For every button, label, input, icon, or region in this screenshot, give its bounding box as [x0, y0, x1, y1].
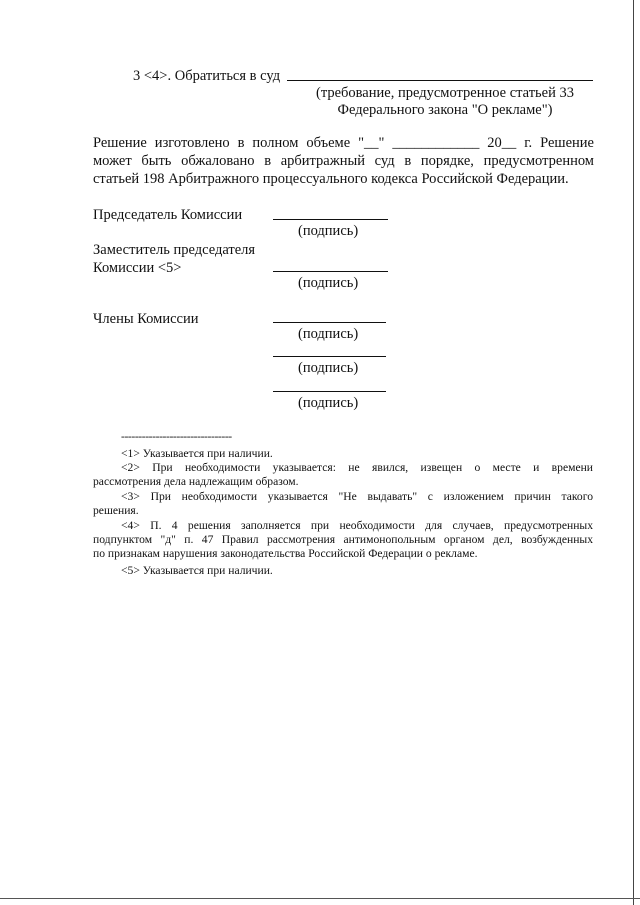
decision-line3: статьей 198 Арбитражного процессуального кодекса Российской Федерации.: [93, 171, 569, 187]
chairman-signature-caption: (подпись): [298, 223, 359, 239]
deputy-signature-caption: (подпись): [298, 275, 359, 291]
deputy-label-line2: Комиссии <5>: [93, 260, 182, 276]
footnote-1: <1> Указывается при наличии.: [121, 447, 273, 460]
deputy-label-line1: Заместитель председателя: [93, 242, 256, 258]
footnote-3-line1: <3> При необходимости указывается "Не выдавать" с изложением причин такого: [121, 490, 593, 503]
scan-edge-right: [633, 0, 634, 905]
decision-line2: может быть обжаловано в арбитражный суд в порядке, предусмотренном: [93, 153, 594, 169]
decision-line1: Решение изготовлено в полном объеме "__" ____________ 20__ г. Решение: [93, 135, 594, 151]
chairman-label: Председатель Комиссии: [93, 207, 243, 223]
footnote-4-line1: <4> П. 4 решения заполняется при необходимости для случаев, предусмотренных: [121, 519, 593, 532]
members-label: Члены Комиссии: [93, 311, 199, 327]
footnote-2-line1: <2> При необходимости указывается: не явился, извещен о месте и времени: [121, 461, 593, 474]
member3-signature-caption: (подпись): [298, 395, 359, 411]
footnote-4-line3: по признакам нарушения законодательства Российской Федерации о рекламе.: [93, 547, 478, 560]
footnote-4-line2: подпунктом "д" п. 47 Правил рассмотрения антимонопольным органом дел, возбужденных: [93, 533, 593, 546]
member1-signature-line: [273, 322, 386, 323]
scan-edge-bottom: [0, 898, 640, 899]
member2-signature-line: [273, 356, 386, 357]
chairman-signature-line: [273, 219, 388, 220]
member3-signature-line: [273, 391, 386, 392]
footnote-separator: --------------------------------: [121, 430, 232, 443]
item3-label: 3 <4>. Обратиться в суд: [133, 68, 281, 84]
footnote-2-line2: рассмотрения дела надлежащим образом.: [93, 475, 299, 488]
member1-signature-caption: (подпись): [298, 326, 359, 342]
court-requirement-line: [287, 80, 593, 81]
footnote-3-line2: решения.: [93, 504, 139, 517]
item3-note-line2: Федерального закона "О рекламе"): [337, 102, 553, 118]
item3-note-line1: (требование, предусмотренное статьей 33: [316, 85, 574, 101]
member2-signature-caption: (подпись): [298, 360, 359, 376]
deputy-signature-line: [273, 271, 388, 272]
footnote-5: <5> Указывается при наличии.: [121, 564, 273, 577]
